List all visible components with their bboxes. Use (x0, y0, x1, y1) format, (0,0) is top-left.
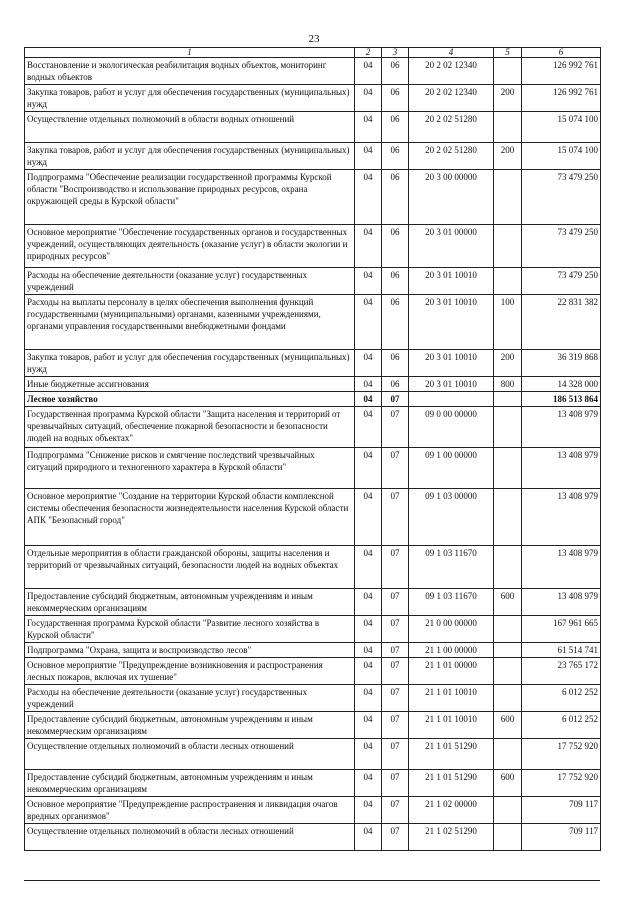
cell-section: 04 (355, 85, 382, 112)
cell-amount: 186 513 864 (522, 392, 601, 407)
cell-amount: 61 514 741 (522, 643, 601, 658)
cell-name: Осуществление отдельных полномочий в области лесных отношений (25, 739, 355, 770)
cell-section: 04 (355, 797, 382, 824)
cell-name: Иные бюджетные ассигнования (25, 377, 355, 392)
cell-expense-type: 200 (494, 350, 522, 377)
cell-target-article: 20 3 01 10010 (409, 295, 494, 350)
cell-name: Закупка товаров, работ и услуг для обеспечения государственных (муниципальных) нужд (25, 85, 355, 112)
cell-name: Основное мероприятие "Предупреждение возникновения и распространения лесных пожаров, включая их тушение" (25, 658, 355, 685)
table-row (25, 448, 601, 489)
cell-section: 04 (355, 112, 382, 143)
cell-section: 04 (355, 489, 382, 546)
cell-subsection: 07 (382, 770, 409, 797)
cell-target-article: 09 1 03 11670 (409, 546, 494, 589)
cell-target-article: 21 1 01 10010 (409, 685, 494, 712)
cell-expense-type (494, 489, 522, 546)
table-body (25, 58, 601, 851)
header-col-vr: 5 (494, 48, 522, 58)
cell-subsection: 06 (382, 350, 409, 377)
table-row (25, 489, 601, 546)
cell-name: Расходы на обеспечение деятельности (оказание услуг) государственных учреждений (25, 268, 355, 295)
table-row (25, 589, 601, 616)
cell-expense-type: 200 (494, 143, 522, 170)
cell-target-article: 20 3 01 10010 (409, 268, 494, 295)
cell-amount: 13 408 979 (522, 546, 601, 589)
cell-name: Предоставление субсидий бюджетным, автономным учреждениям и иным некоммерческим организациям (25, 712, 355, 739)
table-row (25, 685, 601, 712)
cell-section: 04 (355, 643, 382, 658)
cell-expense-type (494, 448, 522, 489)
cell-name: Подпрограмма "Обеспечение реализации государственной программы Курской области "Воспроизводство и использование природных ресурсов, охрана окружающей среды в Курской области" (25, 170, 355, 225)
cell-target-article: 21 1 02 00000 (409, 797, 494, 824)
cell-expense-type (494, 739, 522, 770)
cell-name: Расходы на обеспечение деятельности (оказание услуг) государственных учреждений (25, 685, 355, 712)
header-col-name: 1 (25, 48, 355, 58)
cell-section: 04 (355, 770, 382, 797)
cell-expense-type: 600 (494, 589, 522, 616)
cell-section: 04 (355, 225, 382, 268)
cell-amount: 13 408 979 (522, 448, 601, 489)
cell-name: Государственная программа Курской области "Защита населения и территорий от чрезвычайных ситуаций, обеспечение пожарной безопасности и безопасности людей на водных объектах" (25, 407, 355, 448)
cell-section: 04 (355, 295, 382, 350)
table-row (25, 824, 601, 851)
cell-name: Восстановление и экологическая реабилитация водных объектов, мониторинг водных объектов (25, 58, 355, 85)
cell-name: Предоставление субсидий бюджетным, автономным учреждениям и иным некоммерческим организациям (25, 589, 355, 616)
cell-amount: 36 319 868 (522, 350, 601, 377)
cell-amount: 22 831 382 (522, 295, 601, 350)
header-col-rz: 2 (355, 48, 382, 58)
cell-section: 04 (355, 448, 382, 489)
cell-name: Отдельные мероприятия в области гражданской обороны, защиты населения и территорий от чрезвычайных ситуаций, безопасности людей на водных объектах (25, 546, 355, 589)
page-bottom-rule (24, 880, 600, 881)
cell-name: Подпрограмма "Снижение рисков и смягчение последствий чрезвычайных ситуаций природного и техногенного характера в Курской области" (25, 448, 355, 489)
cell-amount: 6 012 252 (522, 685, 601, 712)
cell-target-article: 20 2 02 51280 (409, 112, 494, 143)
cell-target-article: 09 1 00 00000 (409, 448, 494, 489)
header-col-sum: 6 (522, 48, 601, 58)
table-row (25, 712, 601, 739)
cell-target-article: 20 3 01 10010 (409, 377, 494, 392)
cell-target-article: 09 0 00 00000 (409, 407, 494, 448)
cell-section: 04 (355, 616, 382, 643)
cell-name: Закупка товаров, работ и услуг для обеспечения государственных (муниципальных) нужд (25, 350, 355, 377)
cell-amount: 15 074 100 (522, 143, 601, 170)
cell-subsection: 07 (382, 489, 409, 546)
cell-section: 04 (355, 407, 382, 448)
cell-subsection: 06 (382, 295, 409, 350)
cell-name: Расходы на выплаты персоналу в целях обеспечения выполнения функций государственными (муниципальными) органами, казенными учреждениями, органами управления государственными внебюджетными фондами (25, 295, 355, 350)
cell-amount: 709 117 (522, 824, 601, 851)
cell-expense-type (494, 797, 522, 824)
header-col-pr: 3 (382, 48, 409, 58)
cell-subsection: 07 (382, 824, 409, 851)
cell-section: 04 (355, 58, 382, 85)
table-row (25, 770, 601, 797)
cell-subsection: 07 (382, 658, 409, 685)
cell-section: 04 (355, 143, 382, 170)
table-row (25, 797, 601, 824)
cell-amount: 167 961 665 (522, 616, 601, 643)
cell-expense-type (494, 58, 522, 85)
cell-name: Основное мероприятие "Создание на территории Курской области комплексной системы обеспечения безопасности жизнедеятельности населения Курской области АПК "Безопасный город" (25, 489, 355, 546)
cell-expense-type (494, 407, 522, 448)
table-row (25, 658, 601, 685)
cell-subsection: 07 (382, 643, 409, 658)
cell-amount: 73 479 250 (522, 170, 601, 225)
cell-subsection: 07 (382, 685, 409, 712)
cell-target-article: 21 1 01 51290 (409, 739, 494, 770)
cell-subsection: 06 (382, 112, 409, 143)
cell-expense-type (494, 392, 522, 407)
cell-expense-type (494, 616, 522, 643)
table-row (25, 407, 601, 448)
cell-target-article: 21 1 02 51290 (409, 824, 494, 851)
cell-expense-type (494, 546, 522, 589)
cell-section: 04 (355, 268, 382, 295)
cell-expense-type: 800 (494, 377, 522, 392)
cell-subsection: 07 (382, 392, 409, 407)
cell-amount: 23 765 172 (522, 658, 601, 685)
cell-expense-type: 100 (494, 295, 522, 350)
cell-target-article: 09 1 03 11670 (409, 589, 494, 616)
cell-expense-type (494, 225, 522, 268)
table-header-row (25, 48, 601, 58)
table-row (25, 377, 601, 392)
table-row (25, 58, 601, 85)
cell-name: Осуществление отдельных полномочий в области водных отношений (25, 112, 355, 143)
cell-target-article: 20 3 00 00000 (409, 170, 494, 225)
cell-expense-type: 600 (494, 770, 522, 797)
cell-target-article: 20 2 02 12340 (409, 85, 494, 112)
cell-name: Лесное хозяйство (25, 392, 355, 407)
cell-target-article (409, 392, 494, 407)
cell-section: 04 (355, 658, 382, 685)
cell-section: 04 (355, 170, 382, 225)
cell-subsection: 07 (382, 616, 409, 643)
cell-amount: 126 992 761 (522, 85, 601, 112)
cell-expense-type (494, 112, 522, 143)
cell-target-article: 21 1 00 00000 (409, 643, 494, 658)
cell-name: Подпрограмма "Охрана, защита и воспроизводство лесов" (25, 643, 355, 658)
cell-subsection: 07 (382, 712, 409, 739)
cell-subsection: 07 (382, 448, 409, 489)
cell-section: 04 (355, 350, 382, 377)
cell-subsection: 06 (382, 268, 409, 295)
table-row (25, 112, 601, 143)
cell-target-article: 21 1 01 51290 (409, 770, 494, 797)
cell-subsection: 06 (382, 170, 409, 225)
cell-subsection: 07 (382, 739, 409, 770)
page-number: 23 (308, 33, 320, 45)
cell-amount: 73 479 250 (522, 225, 601, 268)
cell-amount: 15 074 100 (522, 112, 601, 143)
cell-amount: 13 408 979 (522, 589, 601, 616)
cell-target-article: 21 1 01 10010 (409, 712, 494, 739)
table-row (25, 616, 601, 643)
cell-amount: 17 752 920 (522, 770, 601, 797)
cell-amount: 13 408 979 (522, 407, 601, 448)
cell-subsection: 06 (382, 225, 409, 268)
cell-section: 04 (355, 589, 382, 616)
cell-subsection: 06 (382, 377, 409, 392)
cell-target-article: 20 3 01 00000 (409, 225, 494, 268)
cell-target-article: 20 2 02 51280 (409, 143, 494, 170)
cell-section: 04 (355, 546, 382, 589)
cell-subsection: 07 (382, 546, 409, 589)
cell-subsection: 06 (382, 85, 409, 112)
cell-target-article: 20 3 01 10010 (409, 350, 494, 377)
budget-table (24, 47, 601, 851)
cell-subsection: 06 (382, 143, 409, 170)
cell-target-article: 09 1 03 00000 (409, 489, 494, 546)
table-row (25, 225, 601, 268)
table-row (25, 643, 601, 658)
cell-subsection: 07 (382, 407, 409, 448)
table-row (25, 739, 601, 770)
table-row (25, 350, 601, 377)
cell-section: 04 (355, 712, 382, 739)
cell-name: Основное мероприятие "Обеспечение государственных органов и государственных учреждений, осуществляющих деятельность (оказание услуг) в области экологии и природных ресурсов" (25, 225, 355, 268)
cell-amount: 6 012 252 (522, 712, 601, 739)
cell-expense-type (494, 268, 522, 295)
cell-subsection: 07 (382, 589, 409, 616)
table-row (25, 546, 601, 589)
table-row (25, 268, 601, 295)
cell-section: 04 (355, 685, 382, 712)
cell-section: 04 (355, 824, 382, 851)
cell-name: Государственная программа Курской области "Развитие лесного хозяйства в Курской области" (25, 616, 355, 643)
table-row (25, 85, 601, 112)
cell-amount: 73 479 250 (522, 268, 601, 295)
cell-amount: 17 752 920 (522, 739, 601, 770)
cell-section: 04 (355, 392, 382, 407)
cell-subsection: 07 (382, 797, 409, 824)
table-row (25, 143, 601, 170)
table-row (25, 295, 601, 350)
cell-expense-type (494, 658, 522, 685)
cell-name: Предоставление субсидий бюджетным, автономным учреждениям и иным некоммерческим организациям (25, 770, 355, 797)
cell-section: 04 (355, 377, 382, 392)
cell-subsection: 06 (382, 58, 409, 85)
header-col-csr: 4 (409, 48, 494, 58)
table-row (25, 392, 601, 407)
cell-amount: 13 408 979 (522, 489, 601, 546)
cell-amount: 709 117 (522, 797, 601, 824)
cell-expense-type: 200 (494, 85, 522, 112)
cell-expense-type (494, 685, 522, 712)
cell-name: Осуществление отдельных полномочий в области лесных отношений (25, 824, 355, 851)
cell-target-article: 21 1 01 00000 (409, 658, 494, 685)
cell-target-article: 20 2 02 12340 (409, 58, 494, 85)
cell-amount: 14 328 000 (522, 377, 601, 392)
cell-name: Основное мероприятие "Предупреждение распространения и ликвидация очагов вредных организмов" (25, 797, 355, 824)
cell-target-article: 21 0 00 00000 (409, 616, 494, 643)
cell-amount: 126 992 761 (522, 58, 601, 85)
cell-expense-type (494, 824, 522, 851)
cell-expense-type (494, 170, 522, 225)
cell-section: 04 (355, 739, 382, 770)
table-row (25, 170, 601, 225)
cell-expense-type (494, 643, 522, 658)
cell-expense-type: 600 (494, 712, 522, 739)
cell-name: Закупка товаров, работ и услуг для обеспечения государственных (муниципальных) нужд (25, 143, 355, 170)
